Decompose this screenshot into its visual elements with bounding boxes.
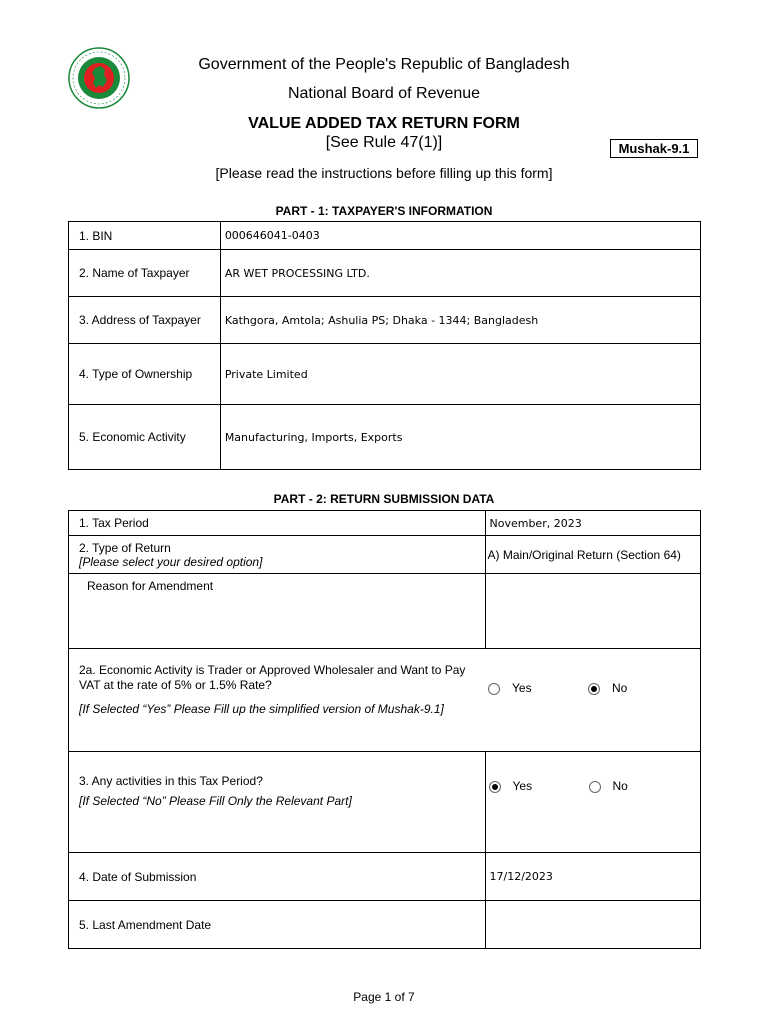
q2a-yes-label: Yes	[512, 681, 532, 695]
amendment-reason-field[interactable]	[485, 574, 701, 649]
instructions-note: [Please read the instructions before filling up this form]	[215, 165, 553, 181]
economic-activity-label: 5. Economic Activity	[69, 405, 221, 470]
page-number: Page 1 of 7	[353, 990, 415, 1004]
table-row	[69, 901, 701, 949]
bin-value[interactable]: 000646041-0403	[220, 222, 700, 250]
q3-yes-label: Yes	[512, 779, 533, 793]
rule-reference: [See Rule 47(1)]	[325, 134, 443, 151]
submission-date-value[interactable]: 17/12/2023	[485, 853, 701, 901]
table-row	[69, 511, 701, 536]
q2a-label: 2a. Economic Activity is Trader or Approved Wholesaler and Want to Pay VAT at the rate of 5% or 1.5% Rate?	[79, 663, 466, 692]
table-row	[69, 752, 701, 853]
q3-no-radio[interactable]	[589, 781, 601, 793]
return-submission-table	[68, 510, 701, 949]
table-row	[69, 222, 701, 250]
board-name: National Board of Revenue	[287, 85, 481, 102]
taxpayer-name-label: 2. Name of Taxpayer	[69, 250, 221, 297]
part1-title: PART - 1: TAXPAYER'S INFORMATION	[275, 204, 493, 218]
taxpayer-info-table	[68, 221, 701, 470]
q2a-yes-option[interactable]	[488, 681, 532, 695]
return-type-note: [Please select your desired option]	[79, 554, 263, 569]
bin-label: 1. BIN	[69, 222, 221, 250]
tax-period-label: 1. Tax Period	[69, 511, 486, 536]
q3-no-option[interactable]	[589, 779, 628, 793]
ownership-type-value[interactable]: Private Limited	[220, 344, 700, 405]
last-amendment-date-label: 5. Last Amendment Date	[69, 901, 486, 949]
q2a-no-option[interactable]	[588, 681, 627, 695]
table-row	[69, 344, 701, 405]
submission-date-label: 4. Date of Submission	[69, 853, 486, 901]
form-title: VALUE ADDED TAX RETURN FORM	[248, 115, 520, 132]
return-type-label: 2. Type of Return	[79, 540, 171, 555]
part2-title: PART - 2: RETURN SUBMISSION DATA	[273, 492, 495, 506]
amendment-reason-label: Reason for Amendment	[69, 574, 486, 649]
q2a-no-radio[interactable]	[588, 683, 600, 695]
return-type-select[interactable]: A) Main/Original Return (Section 64)	[485, 536, 701, 574]
q2a-no-label: No	[612, 681, 628, 695]
q2a-yes-radio[interactable]	[488, 683, 500, 695]
taxpayer-name-value[interactable]: AR WET PROCESSING LTD.	[220, 250, 700, 297]
ownership-type-label: 4. Type of Ownership	[69, 344, 221, 405]
taxpayer-address-label: 3. Address of Taxpayer	[69, 297, 221, 344]
q3-note: [If Selected “No” Please Fill Only the Relevant Part]	[79, 794, 352, 808]
table-row	[69, 649, 701, 752]
tax-period-value[interactable]: November, 2023	[485, 511, 701, 536]
last-amendment-date-field[interactable]	[485, 901, 701, 949]
form-code-badge: Mushak-9.1	[610, 139, 698, 158]
table-row	[69, 536, 701, 574]
q3-yes-radio[interactable]	[489, 781, 501, 793]
q3-yes-option[interactable]	[489, 779, 533, 793]
q3-no-label: No	[612, 779, 628, 793]
economic-activity-value[interactable]: Manufacturing, Imports, Exports	[220, 405, 700, 470]
table-row	[69, 574, 701, 649]
table-row	[69, 405, 701, 470]
q3-label: 3. Any activities in this Tax Period?	[79, 774, 263, 788]
taxpayer-address-value[interactable]: Kathgora, Amtola; Ashulia PS; Dhaka - 1344; Bangladesh	[220, 297, 700, 344]
table-row	[69, 297, 701, 344]
table-row	[69, 250, 701, 297]
government-name: Government of the People's Republic of Bangladesh	[198, 56, 570, 73]
q2a-note: [If Selected “Yes” Please Fill up the simplified version of Mushak-9.1]	[79, 702, 444, 716]
table-row	[69, 853, 701, 901]
